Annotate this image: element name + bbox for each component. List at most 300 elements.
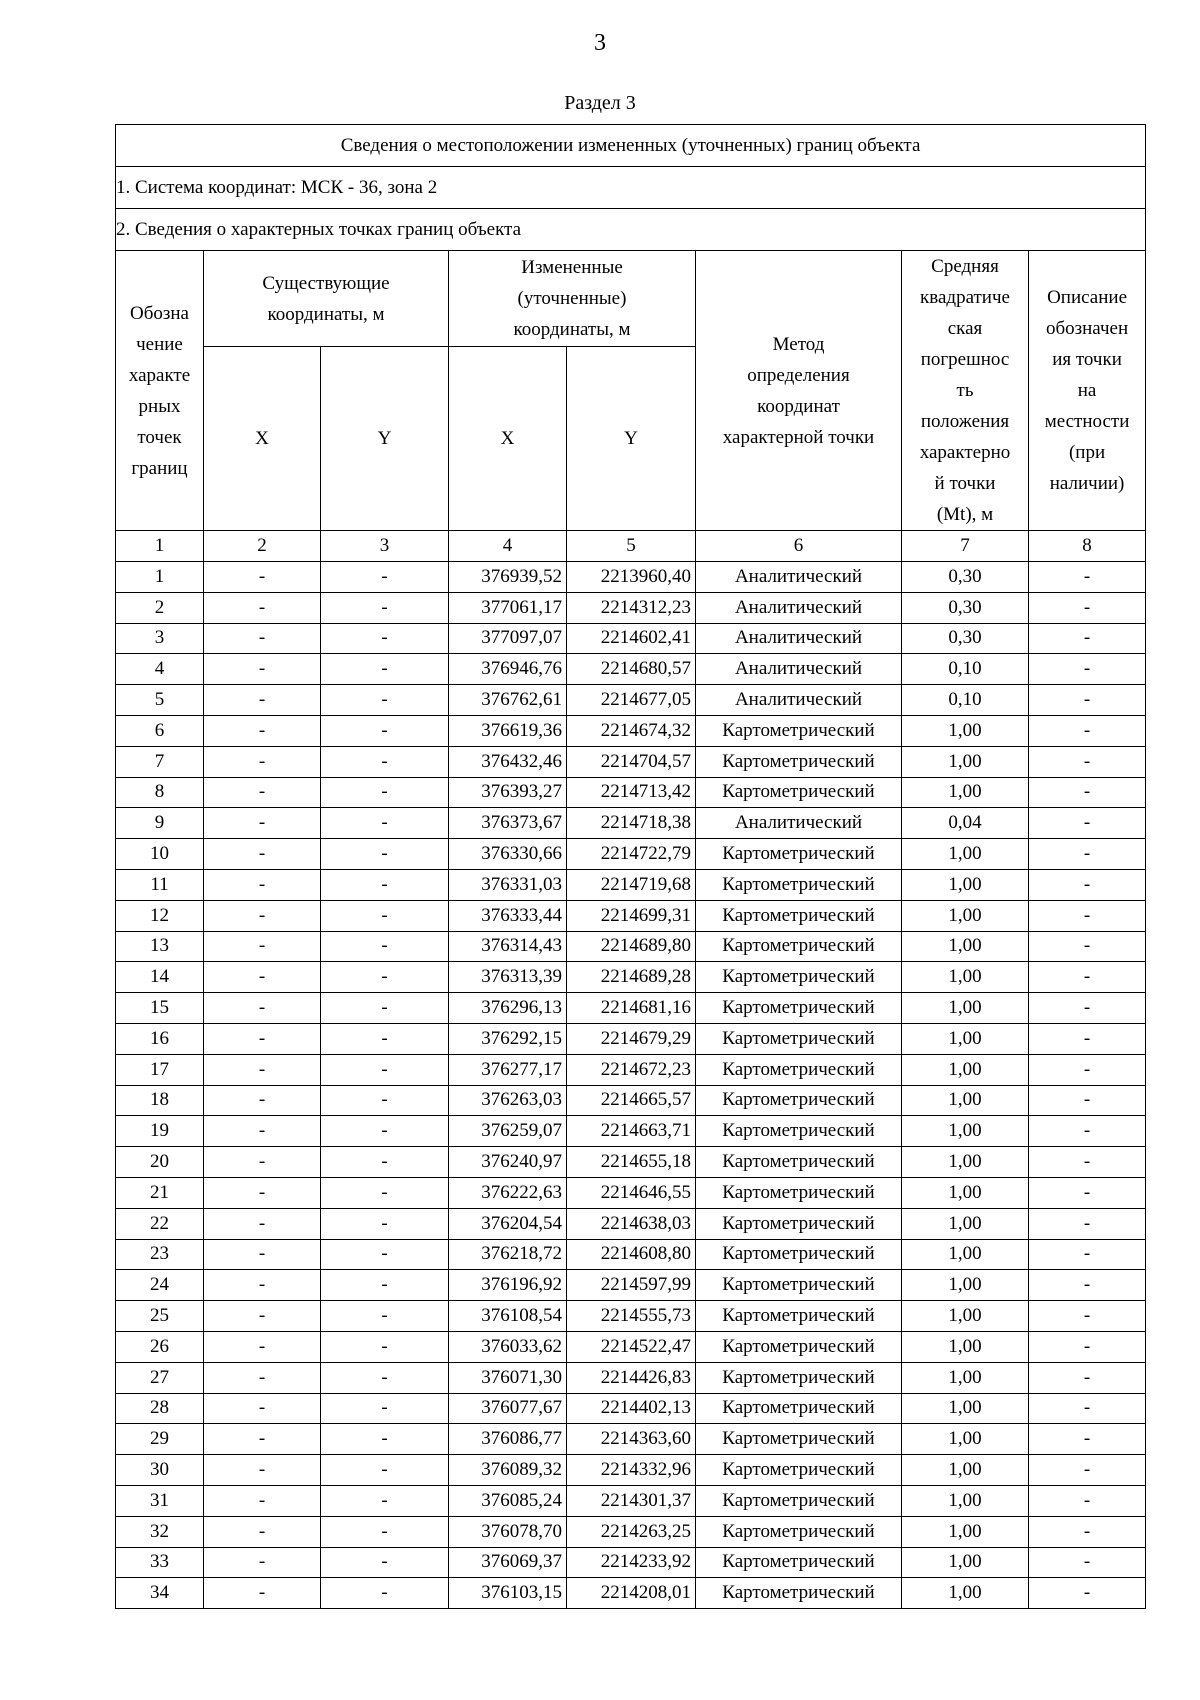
- cell-existing-x: -: [204, 1270, 321, 1301]
- cell-method: Картометрический: [696, 1208, 902, 1239]
- cell-changed-y: 2214672,23: [567, 1054, 696, 1085]
- cell-method: Картометрический: [696, 931, 902, 962]
- cell-mean-error: 1,00: [902, 1455, 1029, 1486]
- table-row: [116, 900, 1146, 931]
- cell-existing-x: -: [204, 623, 321, 654]
- cell-existing-x: -: [204, 1085, 321, 1116]
- cell-description: -: [1029, 1455, 1146, 1486]
- cell-changed-y: 2214426,83: [567, 1362, 696, 1393]
- cell-method: Картометрический: [696, 1331, 902, 1362]
- cell-changed-x: 376085,24: [449, 1485, 567, 1516]
- cell-existing-x: -: [204, 1208, 321, 1239]
- cell-existing-x: -: [204, 993, 321, 1024]
- cell-point-number: 18: [116, 1085, 204, 1116]
- cell-point-number: 6: [116, 715, 204, 746]
- cell-changed-x: 377097,07: [449, 623, 567, 654]
- cell-existing-y: -: [321, 1270, 449, 1301]
- cell-mean-error: 1,00: [902, 1239, 1029, 1270]
- cell-existing-x: -: [204, 962, 321, 993]
- cell-mean-error: 1,00: [902, 715, 1029, 746]
- cell-existing-y: -: [321, 1424, 449, 1455]
- cell-description: -: [1029, 1331, 1146, 1362]
- cell-changed-y: 2214555,73: [567, 1301, 696, 1332]
- cell-changed-y: 2214674,32: [567, 715, 696, 746]
- cell-changed-x: 376089,32: [449, 1455, 567, 1486]
- cell-changed-y: 2214689,28: [567, 962, 696, 993]
- cell-existing-y: -: [321, 685, 449, 716]
- cell-existing-x: -: [204, 1578, 321, 1609]
- table-row: [116, 1424, 1146, 1455]
- cell-point-number: 32: [116, 1516, 204, 1547]
- table-row: [116, 685, 1146, 716]
- cell-changed-x: 376393,27: [449, 777, 567, 808]
- table-title: Сведения о местоположении измененных (уточненных) границ объекта: [116, 125, 1146, 167]
- table-row: [116, 1054, 1146, 1085]
- table-row: [116, 1301, 1146, 1332]
- cell-changed-x: 376204,54: [449, 1208, 567, 1239]
- cell-description: -: [1029, 962, 1146, 993]
- table-row: [116, 1393, 1146, 1424]
- cell-description: -: [1029, 1054, 1146, 1085]
- cell-method: Картометрический: [696, 1393, 902, 1424]
- cell-changed-x: 377061,17: [449, 592, 567, 623]
- cell-description: -: [1029, 1578, 1146, 1609]
- cell-changed-y: 2214689,80: [567, 931, 696, 962]
- table-row: [116, 839, 1146, 870]
- cell-changed-x: 376263,03: [449, 1085, 567, 1116]
- cell-description: -: [1029, 808, 1146, 839]
- cell-changed-y: 2214677,05: [567, 685, 696, 716]
- cell-existing-x: -: [204, 1362, 321, 1393]
- cell-method: Картометрический: [696, 746, 902, 777]
- cell-changed-x: 376296,13: [449, 993, 567, 1024]
- table-row: [116, 1455, 1146, 1486]
- cell-existing-x: -: [204, 1547, 321, 1578]
- table-row: [116, 1147, 1146, 1178]
- cell-existing-y: -: [321, 777, 449, 808]
- cell-description: -: [1029, 931, 1146, 962]
- cell-point-number: 17: [116, 1054, 204, 1085]
- cell-existing-y: -: [321, 1301, 449, 1332]
- cell-method: Картометрический: [696, 1023, 902, 1054]
- cell-description: -: [1029, 1116, 1146, 1147]
- cell-existing-y: -: [321, 1023, 449, 1054]
- cell-changed-y: 2214312,23: [567, 592, 696, 623]
- cell-existing-y: -: [321, 623, 449, 654]
- header-existing-x: X: [204, 347, 321, 531]
- table-row: [116, 1270, 1146, 1301]
- cell-existing-y: -: [321, 592, 449, 623]
- cell-existing-y: -: [321, 1516, 449, 1547]
- cell-method: Аналитический: [696, 685, 902, 716]
- cell-method: Картометрический: [696, 839, 902, 870]
- header-mean-error: Средняя квадратиче ская погрешнос ть положения характерно й точки (Mt), м: [902, 251, 1029, 531]
- cell-changed-x: 376619,36: [449, 715, 567, 746]
- table-row: [116, 1516, 1146, 1547]
- cell-point-number: 10: [116, 839, 204, 870]
- cell-mean-error: 0,30: [902, 623, 1029, 654]
- cell-existing-y: -: [321, 746, 449, 777]
- cell-changed-y: 2214699,31: [567, 900, 696, 931]
- header-description: Описание обозначен ия точки на местности (при наличии): [1029, 251, 1146, 531]
- cell-existing-y: -: [321, 869, 449, 900]
- cell-changed-y: 2214713,42: [567, 777, 696, 808]
- cell-existing-x: -: [204, 1331, 321, 1362]
- table-row: [116, 623, 1146, 654]
- cell-existing-y: -: [321, 1177, 449, 1208]
- cell-point-number: 28: [116, 1393, 204, 1424]
- cell-description: -: [1029, 1547, 1146, 1578]
- cell-point-number: 1: [116, 562, 204, 593]
- table-row: [116, 562, 1146, 593]
- points-table-body: [116, 562, 1146, 1609]
- table-row: [116, 1331, 1146, 1362]
- cell-existing-y: -: [321, 1054, 449, 1085]
- cell-existing-x: -: [204, 1147, 321, 1178]
- cell-point-number: 24: [116, 1270, 204, 1301]
- cell-method: Картометрический: [696, 1147, 902, 1178]
- cell-existing-y: -: [321, 562, 449, 593]
- column-number: 6: [696, 531, 902, 562]
- cell-existing-x: -: [204, 746, 321, 777]
- column-number: 1: [116, 531, 204, 562]
- cell-mean-error: 1,00: [902, 1116, 1029, 1147]
- cell-changed-y: 2214679,29: [567, 1023, 696, 1054]
- cell-changed-x: 376103,15: [449, 1578, 567, 1609]
- cell-existing-y: -: [321, 1208, 449, 1239]
- table-row: [116, 931, 1146, 962]
- cell-description: -: [1029, 839, 1146, 870]
- table-row: [116, 746, 1146, 777]
- cell-existing-x: -: [204, 931, 321, 962]
- cell-existing-x: -: [204, 592, 321, 623]
- cell-existing-y: -: [321, 962, 449, 993]
- cell-description: -: [1029, 1393, 1146, 1424]
- cell-changed-x: 376313,39: [449, 962, 567, 993]
- boundary-points-table: [115, 124, 1146, 1609]
- cell-existing-y: -: [321, 900, 449, 931]
- header-point-designation: Обозна чение характе рных точек границ: [116, 251, 204, 531]
- cell-point-number: 16: [116, 1023, 204, 1054]
- cell-existing-x: -: [204, 1116, 321, 1147]
- table-row: [116, 1023, 1146, 1054]
- cell-description: -: [1029, 869, 1146, 900]
- cell-changed-y: 2214704,57: [567, 746, 696, 777]
- cell-mean-error: 1,00: [902, 1301, 1029, 1332]
- cell-mean-error: 1,00: [902, 1578, 1029, 1609]
- cell-existing-y: -: [321, 1547, 449, 1578]
- cell-method: Аналитический: [696, 808, 902, 839]
- cell-mean-error: 1,00: [902, 1516, 1029, 1547]
- cell-mean-error: 0,10: [902, 654, 1029, 685]
- cell-changed-y: 2214602,41: [567, 623, 696, 654]
- cell-existing-x: -: [204, 1393, 321, 1424]
- cell-point-number: 21: [116, 1177, 204, 1208]
- cell-method: Картометрический: [696, 1516, 902, 1547]
- table-row: [116, 808, 1146, 839]
- cell-existing-x: -: [204, 839, 321, 870]
- column-number: 2: [204, 531, 321, 562]
- cell-existing-x: -: [204, 777, 321, 808]
- cell-point-number: 33: [116, 1547, 204, 1578]
- cell-description: -: [1029, 1270, 1146, 1301]
- cell-changed-y: 2214597,99: [567, 1270, 696, 1301]
- cell-existing-y: -: [321, 715, 449, 746]
- cell-existing-y: -: [321, 1331, 449, 1362]
- cell-description: -: [1029, 1208, 1146, 1239]
- cell-mean-error: 1,00: [902, 962, 1029, 993]
- cell-changed-y: 2214680,57: [567, 654, 696, 685]
- cell-point-number: 20: [116, 1147, 204, 1178]
- table-row: [116, 1085, 1146, 1116]
- cell-existing-x: -: [204, 715, 321, 746]
- cell-mean-error: 0,10: [902, 685, 1029, 716]
- cell-changed-y: 2214608,80: [567, 1239, 696, 1270]
- cell-point-number: 7: [116, 746, 204, 777]
- cell-existing-x: -: [204, 654, 321, 685]
- cell-changed-x: 376762,61: [449, 685, 567, 716]
- cell-mean-error: 1,00: [902, 1547, 1029, 1578]
- cell-changed-y: 2214722,79: [567, 839, 696, 870]
- cell-point-number: 22: [116, 1208, 204, 1239]
- cell-changed-x: 376330,66: [449, 839, 567, 870]
- cell-method: Картометрический: [696, 1177, 902, 1208]
- cell-changed-x: 376069,37: [449, 1547, 567, 1578]
- cell-existing-x: -: [204, 808, 321, 839]
- cell-method: Картометрический: [696, 1362, 902, 1393]
- coordinate-system: 1. Система координат: МСК - 36, зона 2: [116, 167, 1146, 209]
- cell-method: Картометрический: [696, 1239, 902, 1270]
- cell-changed-y: 2214363,60: [567, 1424, 696, 1455]
- header-existing-y: Y: [321, 347, 449, 531]
- cell-changed-x: 376108,54: [449, 1301, 567, 1332]
- cell-changed-y: 2214332,96: [567, 1455, 696, 1486]
- cell-mean-error: 1,00: [902, 1331, 1029, 1362]
- cell-mean-error: 0,30: [902, 562, 1029, 593]
- header-method: Метод определения координат характерной точки: [696, 251, 902, 531]
- cell-existing-y: -: [321, 808, 449, 839]
- cell-description: -: [1029, 592, 1146, 623]
- table-row: [116, 1547, 1146, 1578]
- cell-point-number: 30: [116, 1455, 204, 1486]
- cell-existing-y: -: [321, 654, 449, 685]
- cell-point-number: 5: [116, 685, 204, 716]
- page-number: 3: [594, 30, 606, 56]
- cell-changed-y: 2214208,01: [567, 1578, 696, 1609]
- cell-changed-x: 376946,76: [449, 654, 567, 685]
- cell-mean-error: 1,00: [902, 1270, 1029, 1301]
- cell-method: Картометрический: [696, 1270, 902, 1301]
- cell-mean-error: 1,00: [902, 746, 1029, 777]
- table-row: [116, 654, 1146, 685]
- cell-method: Картометрический: [696, 1301, 902, 1332]
- cell-method: Картометрический: [696, 1424, 902, 1455]
- cell-existing-x: -: [204, 1516, 321, 1547]
- cell-existing-y: -: [321, 931, 449, 962]
- cell-changed-x: 376222,63: [449, 1177, 567, 1208]
- cell-changed-x: 376333,44: [449, 900, 567, 931]
- section-label: Раздел 3: [564, 92, 636, 114]
- cell-changed-y: 2214663,71: [567, 1116, 696, 1147]
- cell-point-number: 29: [116, 1424, 204, 1455]
- column-number: 3: [321, 531, 449, 562]
- cell-method: Аналитический: [696, 654, 902, 685]
- cell-changed-x: 376071,30: [449, 1362, 567, 1393]
- cell-method: Картометрический: [696, 1547, 902, 1578]
- table-row: [116, 1239, 1146, 1270]
- cell-mean-error: 0,30: [902, 592, 1029, 623]
- cell-point-number: 2: [116, 592, 204, 623]
- cell-existing-y: -: [321, 1455, 449, 1486]
- cell-changed-y: 2214233,92: [567, 1547, 696, 1578]
- cell-changed-y: 2214655,18: [567, 1147, 696, 1178]
- cell-existing-y: -: [321, 1362, 449, 1393]
- cell-changed-x: 376373,67: [449, 808, 567, 839]
- cell-existing-y: -: [321, 839, 449, 870]
- table-row: [116, 1362, 1146, 1393]
- column-number: 8: [1029, 531, 1146, 562]
- cell-changed-y: 2214718,38: [567, 808, 696, 839]
- cell-mean-error: 1,00: [902, 900, 1029, 931]
- cell-description: -: [1029, 685, 1146, 716]
- cell-point-number: 11: [116, 869, 204, 900]
- cell-method: Картометрический: [696, 1054, 902, 1085]
- cell-changed-y: 2213960,40: [567, 562, 696, 593]
- cell-mean-error: 1,00: [902, 1085, 1029, 1116]
- cell-changed-y: 2214646,55: [567, 1177, 696, 1208]
- cell-description: -: [1029, 1516, 1146, 1547]
- cell-changed-y: 2214638,03: [567, 1208, 696, 1239]
- cell-point-number: 34: [116, 1578, 204, 1609]
- cell-method: Картометрический: [696, 1116, 902, 1147]
- cell-existing-x: -: [204, 1455, 321, 1486]
- cell-mean-error: 1,00: [902, 777, 1029, 808]
- cell-method: Картометрический: [696, 777, 902, 808]
- cell-existing-y: -: [321, 1239, 449, 1270]
- cell-changed-y: 2214681,16: [567, 993, 696, 1024]
- header-existing-coords: Существующие координаты, м: [204, 251, 449, 347]
- cell-point-number: 25: [116, 1301, 204, 1332]
- cell-mean-error: 1,00: [902, 1424, 1029, 1455]
- cell-description: -: [1029, 623, 1146, 654]
- cell-existing-y: -: [321, 1147, 449, 1178]
- cell-point-number: 31: [116, 1485, 204, 1516]
- cell-existing-x: -: [204, 685, 321, 716]
- cell-changed-x: 376033,62: [449, 1331, 567, 1362]
- cell-changed-x: 376314,43: [449, 931, 567, 962]
- cell-changed-x: 376240,97: [449, 1147, 567, 1178]
- cell-changed-y: 2214263,25: [567, 1516, 696, 1547]
- cell-description: -: [1029, 900, 1146, 931]
- cell-description: -: [1029, 1239, 1146, 1270]
- cell-existing-y: -: [321, 1116, 449, 1147]
- cell-changed-x: 376078,70: [449, 1516, 567, 1547]
- cell-existing-x: -: [204, 869, 321, 900]
- table-row: [116, 777, 1146, 808]
- cell-point-number: 26: [116, 1331, 204, 1362]
- cell-mean-error: 0,04: [902, 808, 1029, 839]
- cell-changed-x: 376259,07: [449, 1116, 567, 1147]
- cell-existing-y: -: [321, 993, 449, 1024]
- cell-mean-error: 1,00: [902, 1485, 1029, 1516]
- cell-description: -: [1029, 1023, 1146, 1054]
- cell-method: Картометрический: [696, 715, 902, 746]
- table-row: [116, 1485, 1146, 1516]
- cell-point-number: 13: [116, 931, 204, 962]
- cell-point-number: 23: [116, 1239, 204, 1270]
- cell-existing-y: -: [321, 1085, 449, 1116]
- cell-mean-error: 1,00: [902, 1023, 1029, 1054]
- cell-point-number: 8: [116, 777, 204, 808]
- cell-mean-error: 1,00: [902, 869, 1029, 900]
- table-row: [116, 993, 1146, 1024]
- table-row: [116, 715, 1146, 746]
- cell-method: Аналитический: [696, 562, 902, 593]
- cell-point-number: 4: [116, 654, 204, 685]
- cell-changed-x: 376292,15: [449, 1023, 567, 1054]
- cell-changed-y: 2214301,37: [567, 1485, 696, 1516]
- cell-mean-error: 1,00: [902, 1177, 1029, 1208]
- cell-existing-x: -: [204, 1424, 321, 1455]
- cell-existing-x: -: [204, 1054, 321, 1085]
- cell-point-number: 27: [116, 1362, 204, 1393]
- cell-description: -: [1029, 1177, 1146, 1208]
- cell-changed-y: 2214665,57: [567, 1085, 696, 1116]
- cell-mean-error: 1,00: [902, 1147, 1029, 1178]
- cell-existing-y: -: [321, 1393, 449, 1424]
- cell-method: Картометрический: [696, 1485, 902, 1516]
- table-row: [116, 592, 1146, 623]
- cell-point-number: 3: [116, 623, 204, 654]
- cell-existing-y: -: [321, 1485, 449, 1516]
- cell-changed-x: 376277,17: [449, 1054, 567, 1085]
- cell-description: -: [1029, 654, 1146, 685]
- cell-changed-x: 376432,46: [449, 746, 567, 777]
- cell-changed-x: 376196,92: [449, 1270, 567, 1301]
- cell-mean-error: 1,00: [902, 1393, 1029, 1424]
- cell-method: Картометрический: [696, 869, 902, 900]
- cell-description: -: [1029, 746, 1146, 777]
- cell-description: -: [1029, 1147, 1146, 1178]
- cell-method: Картометрический: [696, 993, 902, 1024]
- cell-changed-x: 376331,03: [449, 869, 567, 900]
- table-row: [116, 1578, 1146, 1609]
- cell-changed-x: 376939,52: [449, 562, 567, 593]
- cell-description: -: [1029, 777, 1146, 808]
- table-row: [116, 1116, 1146, 1147]
- cell-changed-y: 2214719,68: [567, 869, 696, 900]
- cell-existing-x: -: [204, 1239, 321, 1270]
- header-changed-coords: Измененные (уточненные) координаты, м: [449, 251, 696, 347]
- cell-method: Картометрический: [696, 1455, 902, 1486]
- cell-mean-error: 1,00: [902, 931, 1029, 962]
- cell-description: -: [1029, 1301, 1146, 1332]
- cell-changed-y: 2214522,47: [567, 1331, 696, 1362]
- cell-point-number: 14: [116, 962, 204, 993]
- table-row: [116, 1208, 1146, 1239]
- cell-method: Аналитический: [696, 623, 902, 654]
- cell-description: -: [1029, 562, 1146, 593]
- cell-existing-y: -: [321, 1578, 449, 1609]
- cell-point-number: 9: [116, 808, 204, 839]
- cell-mean-error: 1,00: [902, 839, 1029, 870]
- cell-description: -: [1029, 715, 1146, 746]
- table-row: [116, 869, 1146, 900]
- cell-description: -: [1029, 993, 1146, 1024]
- cell-method: Картометрический: [696, 1578, 902, 1609]
- cell-changed-x: 376218,72: [449, 1239, 567, 1270]
- cell-mean-error: 1,00: [902, 993, 1029, 1024]
